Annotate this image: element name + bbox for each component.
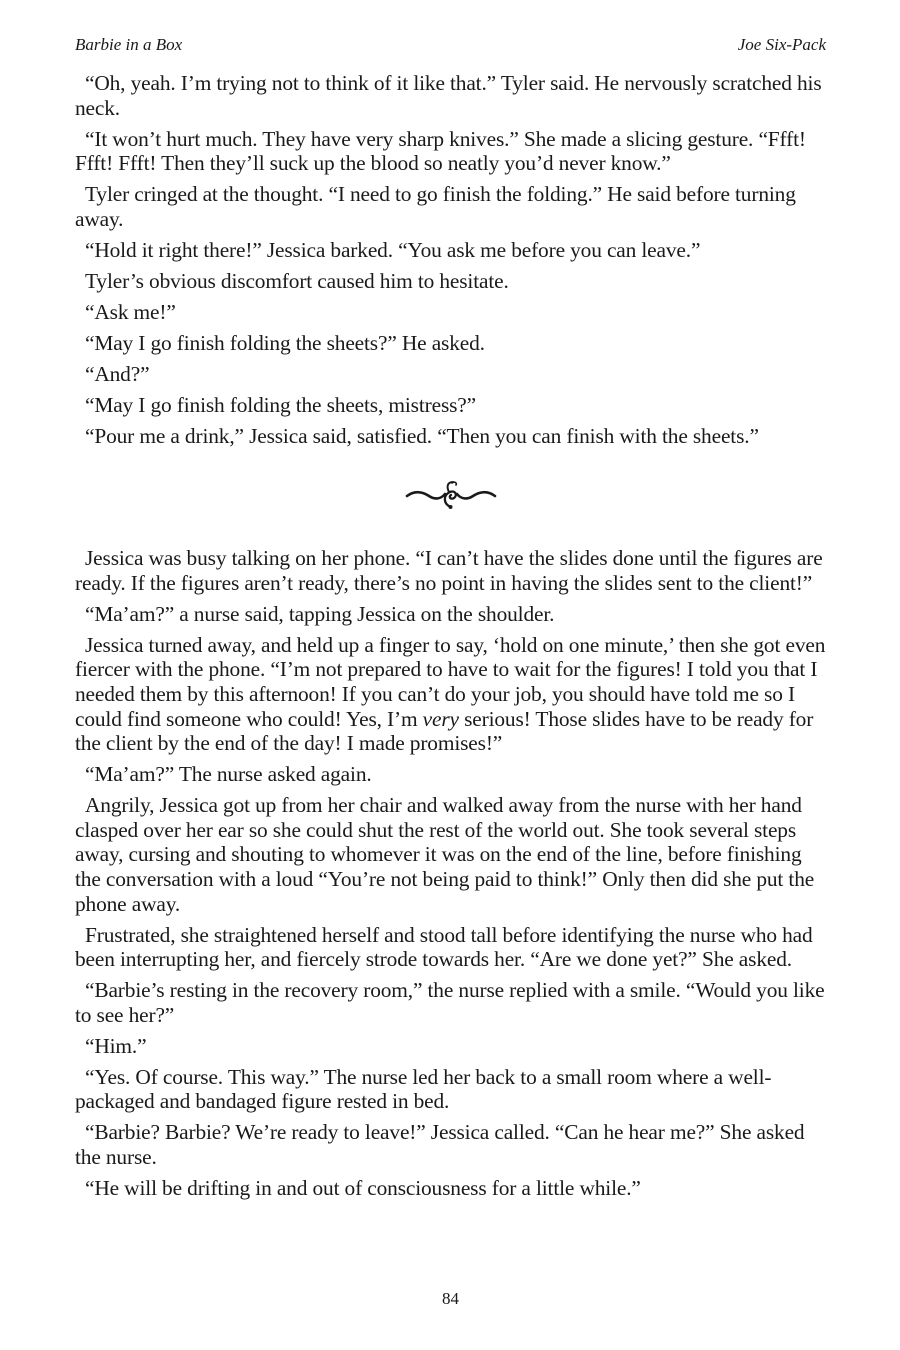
book-title: Barbie in a Box <box>75 35 183 54</box>
book-page <box>75 34 826 1324</box>
paragraph: “Barbie’s resting in the recovery room,” the nurse replied with a smile. “Would you like to see her?” <box>75 978 825 1027</box>
paragraph <box>75 633 826 756</box>
paragraph: “Ma’am?” The nurse asked again. <box>85 762 372 787</box>
paragraph: “He will be drifting in and out of consciousness for a little while.” <box>85 1175 641 1200</box>
paragraph: “May I go finish folding the sheets?” He asked. <box>85 330 485 355</box>
body-text <box>75 71 826 1200</box>
paragraph: “May I go finish folding the sheets, mistress?” <box>85 392 476 417</box>
section-break <box>75 464 826 524</box>
paragraph: Frustrated, she straightened herself and stood tall before identifying the nurse who had been interrupting her, and fiercely strode towards her. “Are we done yet?” She asked. <box>75 922 813 972</box>
page-number: 84 <box>442 1289 459 1308</box>
paragraph: “Ask me!” <box>85 299 176 324</box>
paragraph: “And?” <box>85 361 150 386</box>
paragraph: Tyler’s obvious discomfort caused him to hesitate. <box>85 268 509 293</box>
author-name: Joe Six-Pack <box>737 35 826 54</box>
paragraph: “Pour me a drink,” Jessica said, satisfied. “Then you can finish with the sheets.” <box>85 423 759 448</box>
paragraph: “Him.” <box>85 1033 147 1058</box>
running-header <box>75 34 826 56</box>
paragraph: Tyler cringed at the thought. “I need to go finish the folding.” He said before turning away. <box>75 182 796 231</box>
paragraph: “Barbie? Barbie? We’re ready to leave!” Jessica called. “Can he hear me?” She asked the nurse. <box>75 1120 805 1169</box>
paragraph: Angrily, Jessica got up from her chair and walked away from the nurse with her hand clasped over her ear so she could shut the rest of the world out. She took several steps away, cursing and shouting to whomever it was on the end of the line, before finishing the conversation with a loud “You’re not being paid to think!” Only then did she put the phone away. <box>75 793 815 916</box>
fleuron-divider-icon <box>403 477 499 511</box>
paragraph-text: Jessica turned away, and held up a finger to say, ‘hold on one minute,’ then she got even fiercer with the phone. “I’m not prepared to have to wait for the figures! I told you that I needed them by this afternoon! If you can’t do your job, you should have told me so I could find someone who could! Yes, I’m <box>75 632 826 731</box>
paragraph: “Yes. Of course. This way.” The nurse led her back to a small room where a well-packaged and bandaged figure rested in bed. <box>75 1064 772 1114</box>
emphasized-word: very <box>422 706 459 731</box>
paragraph: “Ma’am?” a nurse said, tapping Jessica on the shoulder. <box>85 601 555 626</box>
paragraph-text: serious! Those slides have to be ready for the client by the end of the day! I made promises!” <box>75 706 814 756</box>
paragraph: Jessica was busy talking on her phone. “I can’t have the slides done until the figures are ready. If the figures aren’t ready, there’s no point in having the slides sent to the client!” <box>75 546 823 595</box>
paragraph: “Oh, yeah. I’m trying not to think of it like that.” Tyler said. He nervously scratched his neck. <box>75 71 822 120</box>
paragraph: “It won’t hurt much. They have very sharp knives.” She made a slicing gesture. “Ffft! Ffft! Ffft! Then they’ll suck up the blood so neatly you’d never know.” <box>75 126 806 176</box>
paragraph: “Hold it right there!” Jessica barked. “You ask me before you can leave.” <box>85 237 701 262</box>
